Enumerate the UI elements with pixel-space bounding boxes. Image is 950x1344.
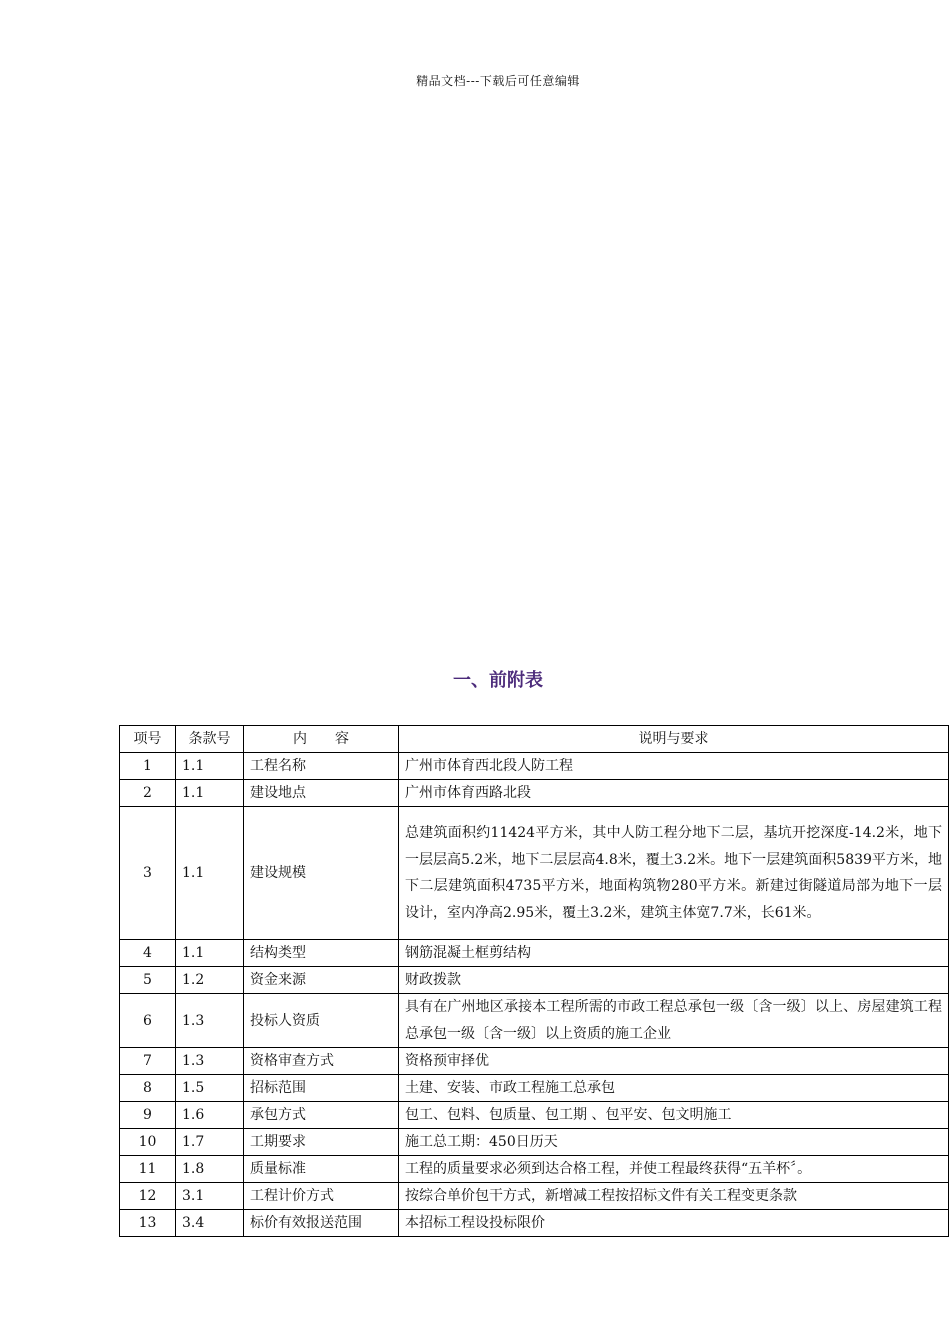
row-item: 结构类型 — [244, 940, 399, 967]
table-row — [120, 1129, 949, 1156]
table-row — [120, 1048, 949, 1075]
row-item: 投标人资质 — [244, 994, 399, 1048]
row-no: 1 — [120, 753, 176, 780]
table-row — [120, 1156, 949, 1183]
row-item: 工程计价方式 — [244, 1183, 399, 1210]
row-clause: 1.5 — [176, 1075, 244, 1102]
row-description: 土建、安装、市政工程施工总承包 — [399, 1075, 949, 1102]
table-row — [120, 1102, 949, 1129]
row-no: 3 — [120, 807, 176, 940]
row-item: 资格审查方式 — [244, 1048, 399, 1075]
table-row — [120, 753, 949, 780]
row-clause: 1.1 — [176, 807, 244, 940]
section-title: 一、前附表 — [453, 670, 543, 691]
table-row — [120, 807, 949, 940]
row-no: 10 — [120, 1129, 176, 1156]
row-item: 质量标准 — [244, 1156, 399, 1183]
row-description: 本招标工程设投标限价 — [399, 1210, 949, 1237]
row-description: 广州市体育西路北段 — [399, 780, 949, 807]
row-description: 钢筋混凝土框剪结构 — [399, 940, 949, 967]
row-description: 总建筑面积约11424平方米，其中人防工程分地下二层，基坑开挖深度-14.2米，地下一层层高5.2米，地下二层层高4.8米，覆土3.2米。地下一层建筑面积5839平方米，地下二层建筑面积4735平方米，地面构筑物280平方米。新建过街隧道局部为地下一层设计，室内净高2.95米，覆土3.2米，建筑主体宽7.7米，长61米。 — [399, 807, 949, 940]
header-no: 项号 — [120, 726, 176, 753]
header-content: 内 容 — [244, 726, 399, 753]
table-row — [120, 940, 949, 967]
row-item: 招标范围 — [244, 1075, 399, 1102]
row-clause: 1.8 — [176, 1156, 244, 1183]
row-item: 建设地点 — [244, 780, 399, 807]
row-clause: 1.2 — [176, 967, 244, 994]
row-item: 承包方式 — [244, 1102, 399, 1129]
row-clause: 1.7 — [176, 1129, 244, 1156]
row-no: 12 — [120, 1183, 176, 1210]
table-row — [120, 780, 949, 807]
row-clause: 1.1 — [176, 753, 244, 780]
row-clause: 1.3 — [176, 1048, 244, 1075]
table-row — [120, 967, 949, 994]
row-no: 4 — [120, 940, 176, 967]
row-description: 资格预审择优 — [399, 1048, 949, 1075]
row-clause: 1.1 — [176, 780, 244, 807]
row-no: 7 — [120, 1048, 176, 1075]
page-header-note: 精品文档---下载后可任意编辑 — [416, 74, 580, 88]
row-clause: 1.1 — [176, 940, 244, 967]
table-row — [120, 994, 949, 1048]
row-clause: 3.4 — [176, 1210, 244, 1237]
row-no: 11 — [120, 1156, 176, 1183]
row-description: 工程的质量要求必须到达合格工程，并使工程最终获得“五羊杯〞。 — [399, 1156, 949, 1183]
table-row — [120, 1183, 949, 1210]
header-clause: 条款号 — [176, 726, 244, 753]
row-description: 具有在广州地区承接本工程所需的市政工程总承包一级〔含一级〕以上、房屋建筑工程总承包一级〔含一级〕以上资质的施工企业 — [399, 994, 949, 1048]
row-no: 6 — [120, 994, 176, 1048]
row-item: 建设规模 — [244, 807, 399, 940]
row-description: 包工、包料、包质量、包工期 、包平安、包文明施工 — [399, 1102, 949, 1129]
row-clause: 1.6 — [176, 1102, 244, 1129]
row-no: 8 — [120, 1075, 176, 1102]
row-description: 广州市体育西北段人防工程 — [399, 753, 949, 780]
row-no: 2 — [120, 780, 176, 807]
row-item: 资金来源 — [244, 967, 399, 994]
table-header-row — [120, 726, 949, 753]
header-description: 说明与要求 — [399, 726, 949, 753]
row-description: 财政拨款 — [399, 967, 949, 994]
row-item: 工期要求 — [244, 1129, 399, 1156]
front-table — [119, 725, 949, 1237]
row-no: 9 — [120, 1102, 176, 1129]
table-row — [120, 1210, 949, 1237]
table-row — [120, 1075, 949, 1102]
row-item: 标价有效报送范围 — [244, 1210, 399, 1237]
row-description: 施工总工期：450日历天 — [399, 1129, 949, 1156]
row-no: 13 — [120, 1210, 176, 1237]
row-clause: 1.3 — [176, 994, 244, 1048]
row-description: 按综合单价包干方式，新增减工程按招标文件有关工程变更条款 — [399, 1183, 949, 1210]
row-item: 工程名称 — [244, 753, 399, 780]
row-clause: 3.1 — [176, 1183, 244, 1210]
row-no: 5 — [120, 967, 176, 994]
